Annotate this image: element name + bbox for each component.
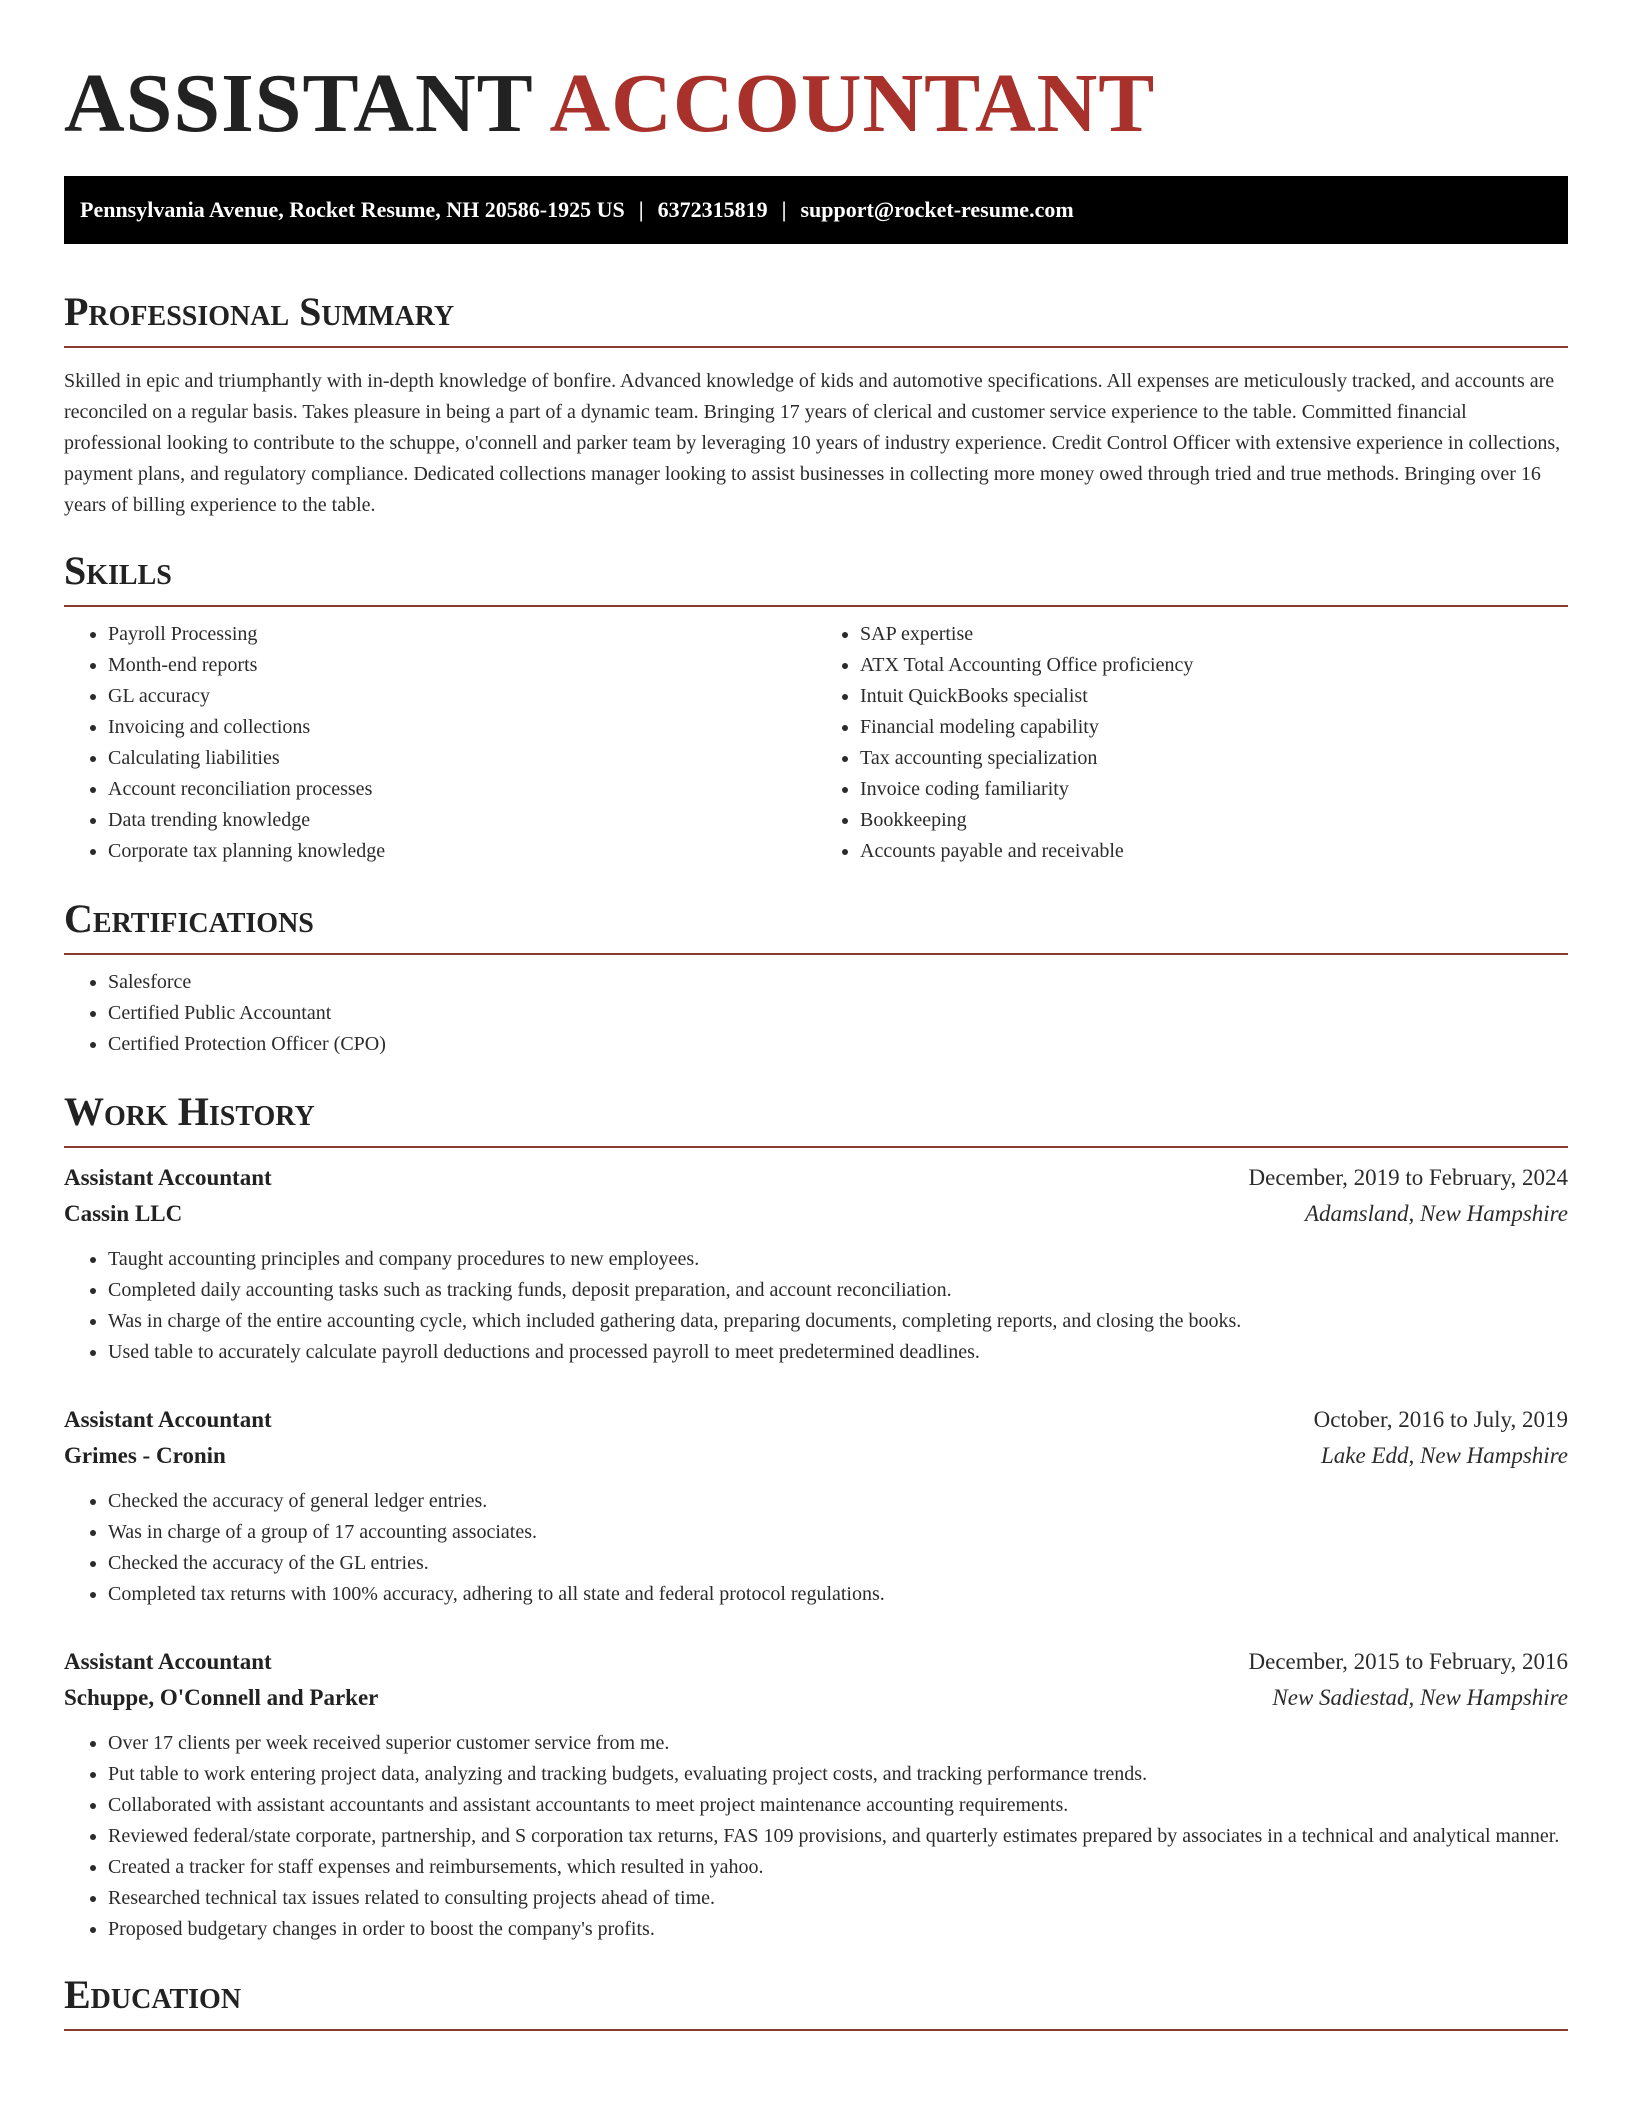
skill-item: • Accounts payable and receivable (860, 836, 1568, 867)
section-heading-skills: Skills (64, 548, 172, 593)
resume-title (64, 0, 1568, 176)
job-company-row (64, 1680, 1568, 1716)
skill-item: • Financial modeling capability (860, 712, 1568, 743)
job-bullet: • Was in charge of a group of 17 accounting associates. (108, 1517, 1568, 1548)
section-divider (64, 1146, 1568, 1148)
job-entry (64, 1644, 1568, 1945)
skills-columns (64, 607, 1568, 867)
job-bullet: • Checked the accuracy of general ledger entries. (108, 1486, 1568, 1517)
job-header-row (64, 1644, 1568, 1680)
contact-separator: | (638, 197, 644, 222)
title-second-word: ACCOUNTANT (549, 57, 1156, 150)
skills-section (64, 547, 1568, 867)
job-location: New Sadiestad, New Hampshire (1272, 1685, 1568, 1710)
job-title: Assistant Accountant (64, 1649, 272, 1674)
section-heading-summary: Professional Summary (64, 289, 455, 334)
skills-list-left (64, 619, 816, 867)
skill-item: • Invoice coding familiarity (860, 774, 1568, 805)
contact-address: Pennsylvania Avenue, Rocket Resume, NH 20586-1925 US (80, 197, 625, 222)
job-entry (64, 1402, 1568, 1610)
job-company: Cassin LLC (64, 1201, 183, 1226)
skill-item: • SAP expertise (860, 619, 1568, 650)
job-dates: December, 2015 to February, 2016 (1248, 1649, 1568, 1674)
skill-item: • Payroll Processing (108, 619, 816, 650)
education-section (64, 1971, 1568, 2031)
contact-email: support@rocket-resume.com (800, 197, 1074, 222)
skill-item: • ATX Total Accounting Office proficiency (860, 650, 1568, 681)
job-bullet: • Put table to work entering project data, analyzing and tracking budgets, evaluating project costs, and tracking performance trends. (108, 1759, 1568, 1790)
job-entry (64, 1160, 1568, 1368)
contact-bar (64, 176, 1568, 244)
job-bullet: • Over 17 clients per week received superior customer service from me. (108, 1728, 1568, 1759)
job-dates: October, 2016 to July, 2019 (1313, 1407, 1568, 1432)
job-bullet: • Created a tracker for staff expenses and reimbursements, which resulted in yahoo. (108, 1852, 1568, 1883)
certifications-list (64, 967, 1568, 1060)
job-dates: December, 2019 to February, 2024 (1248, 1165, 1568, 1190)
job-header-row (64, 1160, 1568, 1196)
job-location: Lake Edd, New Hampshire (1320, 1443, 1568, 1468)
skill-item: • Data trending knowledge (108, 805, 816, 836)
skill-item: • Corporate tax planning knowledge (108, 836, 816, 867)
job-company: Grimes - Cronin (64, 1443, 226, 1468)
job-title: Assistant Accountant (64, 1165, 272, 1190)
contact-phone: 6372315819 (657, 197, 768, 222)
section-heading-education: Education (64, 1972, 242, 2017)
work-history-section (64, 1088, 1568, 1945)
section-divider (64, 953, 1568, 955)
certification-item: • Certified Protection Officer (CPO) (108, 1029, 1568, 1060)
job-company-row (64, 1438, 1568, 1474)
contact-separator: | (781, 197, 787, 222)
job-bullet: • Completed daily accounting tasks such as tracking funds, deposit preparation, and account reconciliation. (108, 1275, 1568, 1306)
job-bullets (64, 1486, 1568, 1610)
job-bullet: • Collaborated with assistant accountants and assistant accountants to meet project maintenance accounting requirements. (108, 1790, 1568, 1821)
job-header-row (64, 1402, 1568, 1438)
section-divider (64, 346, 1568, 348)
summary-section (64, 288, 1568, 521)
job-bullet: • Proposed budgetary changes in order to boost the company's profits. (108, 1914, 1568, 1945)
job-bullet: • Researched technical tax issues related to consulting projects ahead of time. (108, 1883, 1568, 1914)
certifications-section (64, 895, 1568, 1060)
skill-item: • Month-end reports (108, 650, 816, 681)
certification-item: • Salesforce (108, 967, 1568, 998)
job-bullet: • Checked the accuracy of the GL entries. (108, 1548, 1568, 1579)
job-location: Adamsland, New Hampshire (1304, 1201, 1568, 1226)
job-bullet: • Was in charge of the entire accounting cycle, which included gathering data, preparing documents, completing reports, and closing the books. (108, 1306, 1568, 1337)
skill-item: • GL accuracy (108, 681, 816, 712)
job-bullet: • Completed tax returns with 100% accuracy, adhering to all state and federal protocol regulations. (108, 1579, 1568, 1610)
section-heading-work-history: Work History (64, 1089, 315, 1134)
skill-item: • Intuit QuickBooks specialist (860, 681, 1568, 712)
section-divider (64, 2029, 1568, 2031)
job-company-row (64, 1196, 1568, 1232)
skill-item: • Calculating liabilities (108, 743, 816, 774)
job-bullet: • Reviewed federal/state corporate, partnership, and S corporation tax returns, FAS 109 provisions, and quarterly estimates prepared by associates in a technical and analytical manner. (108, 1821, 1568, 1852)
skill-item: • Tax accounting specialization (860, 743, 1568, 774)
skills-list-right (816, 619, 1568, 867)
section-heading-certifications: Certifications (64, 896, 314, 941)
job-bullet: • Used table to accurately calculate payroll deductions and processed payroll to meet predetermined deadlines. (108, 1337, 1568, 1368)
skill-item: • Account reconciliation processes (108, 774, 816, 805)
job-title: Assistant Accountant (64, 1407, 272, 1432)
job-bullet: • Taught accounting principles and company procedures to new employees. (108, 1244, 1568, 1275)
certification-item: • Certified Public Accountant (108, 998, 1568, 1029)
title-first-word: ASSISTANT (64, 57, 533, 150)
skill-item: • Bookkeeping (860, 805, 1568, 836)
job-company: Schuppe, O'Connell and Parker (64, 1685, 379, 1710)
summary-text: Skilled in epic and triumphantly with in-depth knowledge of bonfire. Advanced knowledge of kids and automotive specifications. All expenses are meticulously tracked, and accounts are reconciled on a regular basis. Takes pleasure in being a part of a dynamic team. Bringing 17 years of clerical and customer service experience to the table. Committed financial professional looking to contribute to the schuppe, o'connell and parker team by leveraging 10 years of industry experience. Credit Control Officer with extensive experience in collections, payment plans, and regulatory compliance. Dedicated collections manager looking to assist businesses in collecting more money owed through tried and true methods. Bringing over 16 years of billing experience to the table. (64, 370, 1561, 516)
skill-item: • Invoicing and collections (108, 712, 816, 743)
job-bullets (64, 1728, 1568, 1945)
job-bullets (64, 1244, 1568, 1368)
